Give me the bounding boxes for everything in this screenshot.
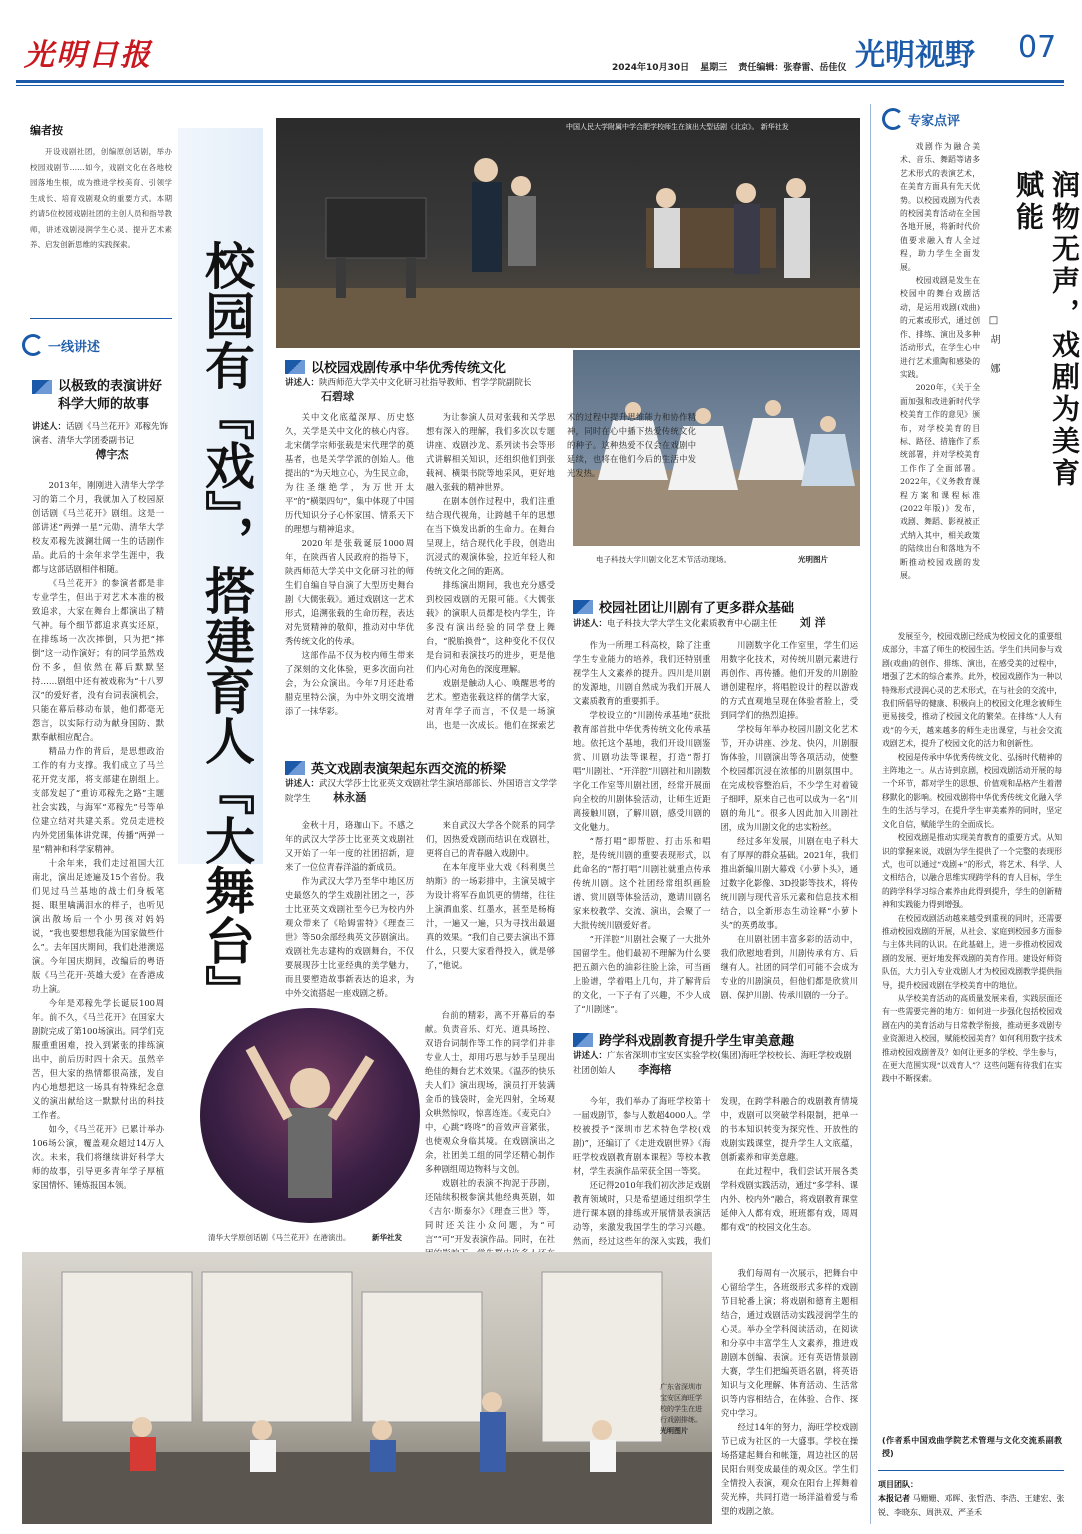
team-role: 本报记者 [878,1494,910,1503]
article-paragraph: 在川剧社团丰富多彩的活动中，我们欣慰地看到，川剧传承有方、后继有人。社团的同学们可能不会成为专业的川剧演员，但他们都是欣赏川剧、保护川剧、传承川剧的一分子。 [720,934,858,1000]
article-paragraph: 这部作品不仅为校内师生带来了深刻的文化体验，更多次面向社会，为公众演出。今年7月还赴希腊克里特公演，为中外文明交流增添了一抹华彩。 [285,650,414,716]
editor-note-text: 开设戏剧社团，创编原创话剧，举办校园戏剧节……如今，戏剧文化在各地校园落地生根，成为推进学校美育、引领学生成长、培育戏剧观众的重要方式。本期约请5位校园戏剧社团的主创人员和指导教师，讲述戏剧浸润学生心灵、提升艺术素养、启发创新思维的实践探索。 [30,147,172,249]
article-paragraph: 《马兰花开》的参演者都是非专业学生，但出于对艺术本准的极致追求，大家在舞台上都演出了精气神。每个细节都追求真实还原，在排练场一次次摔倒，只为把“摔倒”这一动作演好；有的同学虽然戏份不多，但依然在幕后默默坚持……剧组中还有被戏称为“十八罗汉”的爱好者，没有台词表演机会，只能在幕后移动布景，他们都毫无怨言，以实际行动为献身国防、默默奉献相应配合。 [32,578,164,742]
article4-title: 校园社团让川剧有了更多群众基础 [599,601,795,616]
article5-speaker: 讲述人：广东省深圳市宝安区实验学校(集团)海旺学校校长、海旺学校戏剧社团创始人 李海榕 [573,1051,852,1076]
speaker-name: 林永涵 [333,791,367,804]
article3-heading [285,758,506,777]
article-paragraph: 作为武汉大学乃至华中地区历史最悠久的学生戏剧社团之一，莎士比亚英文戏剧社至今已为校内外观众带来了《哈姆雷特》《理查三世》等50余部经典英文莎剧演出。戏剧社先志建构的戏剧舞台，不仅要展现莎士比亚经典的美学魅力，而且要塑造故事新表达的追求，为中外交流搭起一座戏剧之桥。 [285,876,414,998]
article-paragraph: 经过多年发展，川剧在电子科大有了厚厚的群众基础。2021年，我们推出新编川剧大幕戏《小萝卜头》，通过数字化影像、3D投影等技术，将传统川剧与现代音乐元素和信息技术相结合，以全新形态生动诠释“小萝卜头”的英勇故事。 [720,836,858,930]
article-paragraph: 校园戏剧是发生在校园中的舞台戏剧活动，是运用戏剧(戏曲)的元素或形式，通过创作、排练、演出及多种活动形式，在学生心中进行艺术熏陶和感染的实践。 [900,276,980,379]
article-paragraph: 2020年，《关于全面加强和改进新时代学校美育工作的意见》颁布，对学校美育的目标、路径、措施作了系统部署，并对学校美育工作作了全面部署。2022年，《义务教育课程方案和课程标准(2022年版)》发布，戏剧、舞蹈、影视被正式纳入其中，相关政策的陆续出台和落地为不断推动校园戏剧的发展。 [900,383,980,580]
article-paragraph: 在剧本创作过程中，我们注重结合现代视角，让跨越千年的思想在当下焕发出新的生命力。在舞台呈现上，结合现代化手段，创造出沉浸式的观演体验，拉近年轻人和传统文化之间的距离。 [426,496,555,576]
article-paragraph: 今年是邓稼先学长诞辰100周年。前不久，《马兰花开》在国家大剧院完成了第100场演出。同学们克服重重困难，投入到紧张的排练演出中，前后历时四十余天。虽然辛苦，但大家的热情都很高涨，发自内心地想把这一场具有特殊纪念意义的演出献给这一默默付出的科技工作者。 [32,998,164,1120]
article-paragraph: 经过14年的努力，海旺学校戏剧节已成为社区的一大盛事。学校在操场搭建起舞台和帐篷，周边社区的居民阳台则变成最佳的观众区。学生们全情投入表演，观众在阳台上挥舞着荧光棒，共同打造一场洋溢着爱与希望的戏剧之旅。 [721,1422,858,1516]
header-rule [16,80,1064,83]
issue-meta [612,60,854,73]
expert-body-wide [882,630,1062,1430]
speaker-label: 讲述人： [32,422,67,432]
expert-body-narrow [900,140,980,625]
article1-title: 以极致的表演讲好科学大师的故事 [58,379,163,412]
expert-label: 专家点评 [908,113,961,129]
photo-mid-caption: 电子科技大学川剧文化艺术节活动现场。 [596,555,731,564]
article5-body-cont [721,1266,858,1528]
editor-note-label: 编者按 [30,124,63,137]
article-paragraph: 在此过程中，我们尝试开展各类学科戏剧实践活动，通过“多学科、课内外、校内外”融合，将戏剧教育课堂延伸入人都有戏，班班都有戏，周周都有戏”的校园文化生态。 [720,1166,858,1232]
article-paragraph: 在校园戏剧活动越来越受到重视的同时，还需要推动校园戏剧的开展，从社会、家庭到校园多方面参与主体共同的认识。在此基础上，进一步推动校园戏剧的发展、更好地发挥戏剧的美育作用。建设好师资队伍，大力引入专业戏剧人才为校园戏剧教学提供指导，提升校园戏剧在学校美育中的地位。 [882,913,1062,990]
speaker-name: 傅宇杰 [95,448,129,461]
page-header [0,0,1080,78]
heading-mark-icon [285,360,305,374]
photo-top-caption: 中国人民大学附属中学合肥学校师生在演出大型话剧《北京》。 新华社发 [566,123,789,131]
article-paragraph: 在本年度毕业大戏《科利奥兰纳斯》的一场彩排中，主演吴城宇为设计将军吞血饥更的情绪，往往上演酒血浆、红墨水，甚至是杨梅汁，一遍又一遍，只为寻找出最逼真的效果。“我们自己要去演出不算什么，只要大家看得投入，就是够了，”他说。 [426,862,555,970]
article-paragraph: 金秋十月，珞珈山下。不感之年的武汉大学莎士比亚英文戏剧社又开始了一年一度的社团招新，迎来了一位位青春洋溢的新成员。 [285,820,414,872]
photo-left-credit: 新华社发 [372,1233,402,1242]
speaker-title: 陕西师范大学关中文化研习社指导教师、哲学学院副院长 [319,378,532,388]
article2-title: 以校园戏剧传承中华优秀传统文化 [311,361,507,376]
heading-mark-icon [573,1033,593,1047]
article-paragraph: 校园戏剧是推动实现美育教育的重要方式。从知识的掌握来说，戏剧为学生提供了一个完整的表现形式，也可以通过“戏剧+”的形式，将艺术、科学、人文相结合，以融合思维实现跨学科的育人目标，学生的跨学科学习综合素养由此得到提升，学生的创新精神和实践能力得到增强。 [882,833,1062,910]
article4-speaker: 讲述人：电子科技大学大学生文化素质教育中心副主任 刘 洋 [573,616,826,629]
article3-body-cont [425,1008,555,1248]
article-paragraph: “帮打唱”即帮腔、打击乐和唱腔，是传统川剧的重要表现形式，以此命名的“帮打唱”川剧社就重点传承传统川剧。这个社团经常组织画脸谱、赏川剧等体验活动，邀请川剧名家来校教学、交流、演出，会聚了一大批传统川剧爱好者。 [573,836,711,930]
article-paragraph: 作为一所理工科高校，除了注重学生专业能力的培养，我们还特别重视学生人文素养的提升。四川是川剧的发源地，川剧自然成为我们开展人文素质教育的重要抓手。 [573,640,711,706]
team-members: 马姗姗、邓晖、张哲浩、李浩、王建宏、张锐、李晓东、周洪双、严圣禾 [878,1494,1065,1517]
article-paragraph: 我们每周有一次展示，把舞台中心留给学生，各班级形式多样的戏剧节目轮番上演；将戏剧和德育主题相结合，通过戏剧活动实践浸润学生的心灵。举办全学科阅读活动，在阅读和分享中丰富学生人文素养，推进戏剧剧本创编、表演。还有英语情景剧大赛，学生们把编英语名剧，将英语知识与文化理解、体育活动、生活常识等内容相结合，在体验、合作、探究中学习。 [721,1268,858,1418]
heading-mark-icon [573,600,593,614]
article-paragraph: 发展至今，校园戏剧已经成为校园文化的重要组成部分，丰富了师生的校园生活。学生们共同参与戏剧(戏曲)的创作、排练、演出，在感受美的过程中，增强了艺术的综合素养。此外，校园戏剧作为一种以特殊形式浸润心灵的艺术形式，在与社会的交流中，我们所倡导的健康、积极向上的校园文化理念被师生更易接受，推动了校园文化的繁荣。在排练“人人有戏”的今天，越来越多的师生走出课堂，与社会交流戏剧艺术，提升了校园文化的活力和创新性。 [882,632,1062,749]
article-paragraph: 从学校美育活动的高质量发展来看，实践层面还有一些需要完善的地方：如何进一步强化包括校园戏剧在内的美育活动与日常教学衔接，推动更多戏剧专业资源进入校园，赋能校园美育？如何利用数字技术推动校园戏剧普及？如何让更多的学校、学生参与，在更大范围实现“以戏育人”？这些问题有待我们在实践中不断探索。 [882,993,1062,1084]
speaker-title: 电子科技大学大学生文化素质教育中心副主任 [607,619,778,629]
article3-body [285,818,555,1008]
section-tag-frontline [22,334,100,356]
photo-left-caption: 清华大学原创话剧《马兰花开》在港演出。 [208,1233,351,1242]
article3-title: 英文戏剧表演架起东西交流的桥梁 [311,762,507,777]
g-logo-icon [22,334,44,356]
article4-body [573,638,858,1020]
speaker-name: 刘 洋 [799,616,826,629]
header-rule-thin [16,85,1064,86]
newspaper-logo: 光明日报 [24,38,152,73]
article3-speaker: 讲述人：武汉大学莎士比亚英文戏剧社学生演培部部长、外国语言文学学院学生 林永涵 [285,779,558,804]
editor-note [30,122,172,308]
rehearsal-illustration [22,1252,712,1524]
heading-mark-icon [32,380,52,394]
article-paragraph: 关中文化底蕴深厚、历史悠久，关学是关中文化的核心内容。北宋儒学宗师张载是宋代理学的奠基者，也是关学学派的创始人。他提出的“为天地立心，为生民立命，为往圣继绝学，为万世开太平”的“横渠四句”，集中体现了中国历代知识分子心怀家国、情系天下的理想与精神追求。 [285,412,414,534]
photo-mid-credit: 光明图片 [798,555,828,564]
article5-title: 跨学科戏剧教育提升学生审美意趣 [599,1034,795,1049]
speaker-title: 武汉大学莎士比亚英文戏剧社学生演培部部长、外国语言文学学院学生 [285,779,558,804]
article4-heading [573,597,794,616]
page-headline: 校园有『戏』，搭建育人『大舞台』 [197,240,255,1015]
article-paragraph: 2020年是张载诞辰1000周年，在陕西省人民政府的指导下，陕西师范大学关中文化研习社的师生们自编自导自演了大型历史舞台剧《大儒张载》。通过戏剧这一艺术形式，追溯张载的生命历程，表达对先贤精神的敬仰，推动对中华优秀传统文化的传承。 [285,538,414,646]
speaker-name: 石碧球 [321,390,354,403]
stage-photo-drama [276,118,860,348]
expert-title: 润物无声，戏剧为美育赋能 [1012,170,1081,490]
photo-malanhuakai [200,1008,420,1223]
page-number: 07 [1018,30,1057,65]
project-team [878,1478,1068,1520]
article1-speaker [32,420,172,463]
article5-heading [573,1030,794,1049]
article-paragraph: 2013年，刚刚进入清华大学学习的第二个月，我就加入了校园原创话剧《马兰花开》剧组。这是一部讲述“两弹一星”元勋、清华大学校友邓稼先波澜壮阔一生的话剧作品。此后的十余年求学生涯中，我都与这部话剧相伴相随。 [32,480,164,574]
editors: 责任编辑：张春雷、岳佳仪 [738,63,847,73]
g-logo-icon [882,108,904,130]
article-paragraph: 为让参演人员对张载和关学思想有深入的理解，我们多次以专题讲座、戏剧沙龙、系列读书会等形式讲解相关知识，还组织他们到张载祠、横渠书院等地采风，更好地融入张载的精神世界。 [426,412,555,492]
issue-date: 2024年10月30日 [612,63,690,73]
team-label: 项目团队： [878,1480,918,1489]
article-paragraph: 戏剧作为融合美术、音乐、舞蹈等诸多艺术形式的表演艺术，在美育方面具有先天优势。以校园戏剧为代表的校园美育活动在全国各地开展，将新时代价值要求融入育人全过程，助力学生全面发展。 [900,142,980,272]
article2-heading [285,357,506,376]
article-paragraph: 如今，《马兰花开》已累计举办106场公演，覆盖观众超过14万人次。未来，我们将继续讲好科学大师的故事，引导更多青年学子厚植家国情怀、锤炼报国本领。 [32,1124,164,1190]
article5-body [573,1094,858,1266]
article-paragraph: 精品力作的背后，是思想政治工作的有力支撑。我们成立了马兰花开党支部，将支部建在剧组上。支部发起了“重访邓稼先之路”主题社会实践，与海军“邓稼先”号等单位建立结对共建关系。党员走进校内外党团集体讲党课，传播“两弹一星”精神和科学家精神。 [32,746,164,854]
divider [30,318,172,319]
column-divider [870,104,871,1524]
speaker-title: 广东省深圳市宝安区实验学校(集团)海旺学校校长、海旺学校戏剧社团创始人 [573,1051,852,1076]
issue-weekday: 星期三 [700,63,728,73]
article-paragraph: 排练演出期间，我也充分感受到校园戏剧的无限可能。《大儒张载》的演职人员都是校内学生，许多没有演出经验的同学登上舞台，“脱胎换骨”，这种变化不仅仅是台词和表演技巧的进步，更是他们内心对角色的深度理解。 [426,580,555,674]
photo-bottom-caption: 广东省深圳市宝安区海旺学校的学生在进行戏剧排练。 光明图片 [660,1383,702,1435]
article-paragraph: 校园是传承中华优秀传统文化、弘扬时代精神的主阵地之一。从古诗到京剧，校园戏剧活动开展的每一个环节，都对学生的思想、价值观和品格产生着潜移默化的影响。校园戏剧将中华优秀传统文化融入学生的生活与学习，在提升学生审美素养的同时，坚定文化自信，赋能学生的全面成长。 [882,752,1062,829]
expert-byline: (作者系中国戏曲学院艺术管理与文化交流系副教授) [882,1436,1062,1458]
stage-scene-illustration [276,118,860,348]
article2-speaker: 讲述人：陕西师范大学关中文化研习社指导教师、哲学学院副院长 石碧球 [285,378,532,403]
expert-author: □胡 娜 [988,315,999,382]
performer-illustration [200,1008,420,1223]
photo-school-rehearsal [22,1252,712,1524]
article-paragraph: 还记得2010年我们初次涉足戏剧教育领域时，只是希望通过组织学生进行课本剧的排练或开展情景表演活动等，来激发我国学生的学习兴趣。然而，经过这些年的深入实践，我们发现，在跨学科融合的戏剧教育情境中，戏剧可以突破学科限制，把单一的书本知识转变为探究性、开放性的戏剧实践课堂，提升学生人文底蕴，创新素养和审美意趣。 [573,1096,858,1246]
article-paragraph: 台前的精彩，离不开幕后的奉献。负责音乐、灯光、道具场控、双语台词制作等工作的同学们并非专业人士，却用巧思与妙手呈现出绝佳的舞台艺术效果。《温莎的快乐夫人们》演出现场，演员打开装满金币的钱袋时，金光四射，全场观众哄然惊叹，惊喜连连。《麦克白》中，心跳“咚咚”的音效声音紧张，也使观众身临其境。在戏剧演出之余，社团美工组的同学还精心制作多种剧组周边物料与文创。 [425,1010,555,1174]
divider [878,1470,1064,1471]
article-paragraph: 戏剧社的表演不拘泥于莎剧，还陆续积极参演其他经典英剧，如《吉尔·斯泰尔》《理查三世》等，同时还关注小众问题，为“可言”“可”开发表演作品。同时，在社 [425,1178,555,1244]
article-paragraph: 今年，我们举办了海旺学校第十一届戏剧节，参与人数超4000人。学校被授予“深圳市艺术特色学校(戏剧)”，还编订了《走进戏剧世界》《海旺学校戏剧教育剧本课程》等校本教材，学生表演作品荣获全国一等奖。 [573,1096,711,1176]
speaker-title: 话剧《马兰花开》邓稼先饰演者、清华大学团委副书记 [32,422,169,446]
speaker-name: 李海榕 [638,1063,672,1076]
article-paragraph: 学校每年举办校园川剧文化艺术节，开办讲座、沙龙、快闪，川剧服饰体验，川剧演出等各项活动，使整个校园都沉浸在浓郁的川剧氛围中。在完成校容整治后，不少学生对着镜子细呼，原来自己也可以成为一名“川剧的角儿”。很多人因此加入川剧社团，成为川剧文化的忠实粉丝。 [720,724,858,832]
article1-body [32,478,164,1190]
section-title: 光明视野 [855,38,975,73]
article-paragraph: 学校设立的“川剧传承基地”获批教育部首批中华优秀传统文化传承基地。依托这个基地，我们开设川剧鉴赏、川剧功法等课程，打造“帮打唱”川剧社、“开洋腔”川剧社和川剧数字化工作室等川剧社团，经常开展面向全校的川剧体验活动，让师生近距离接触川剧，了解川剧，感受川剧的文化魅力。 [573,710,711,832]
article-paragraph: “开洋腔”川剧社会聚了一大批外国留学生。他们最初不理解为什么要把五颜六色的油彩往脸上涂，可当画上脸谱，学着唱上几句，并了解背后的文化，一下子有了兴趣，不少人成了“川剧迷”。 [573,934,711,1014]
article-paragraph: 川剧数字化工作室里，学生们运用数字化技术，对传统川剧元素进行再创作、再传播。他们开发的川剧脸谱创建程序，将唱腔设计的程以游戏的方式直观地呈现在体验者脸上，受到同学们的热烈追捧。 [720,640,858,720]
section-tag-label: 一线讲述 [48,339,101,355]
heading-mark-icon [285,761,305,775]
article-paragraph: 来自武汉大学各个院系的同学们，因热爱戏剧而结识在戏剧社，更将自己的青春融入戏剧中。 [426,820,555,858]
section-tag-expert [882,108,960,130]
article-paragraph: 十余年来，我们走过祖国大江南北，演出足迹遍及15个省份。我们见过马兰基地的战士们身板笔挺、眼里噙满泪水的样子，也听见演出散场后一个小男孩对妈妈说，“我也要想想我能为国家做些什么”。去年国庆期间，我们赴港澳巡演。今年国庆期间，改编后的粤语版《马兰花开·英雄大爱》在香港成功上演。 [32,858,164,994]
article1-heading [32,378,172,414]
article-paragraph: 戏剧是触动人心、唤醒思考的艺术。塑造张载这样的儒学大家，对青年学子而言，不仅是一场演出，也是一次成长。他们在探索艺术的过程中提升思维能力和协作精神，同时在心中播下热爱传统文化的种子。这种热爱不仅会在戏剧中延续，也将在他们今后的生活中发光发热。 [426,412,696,730]
